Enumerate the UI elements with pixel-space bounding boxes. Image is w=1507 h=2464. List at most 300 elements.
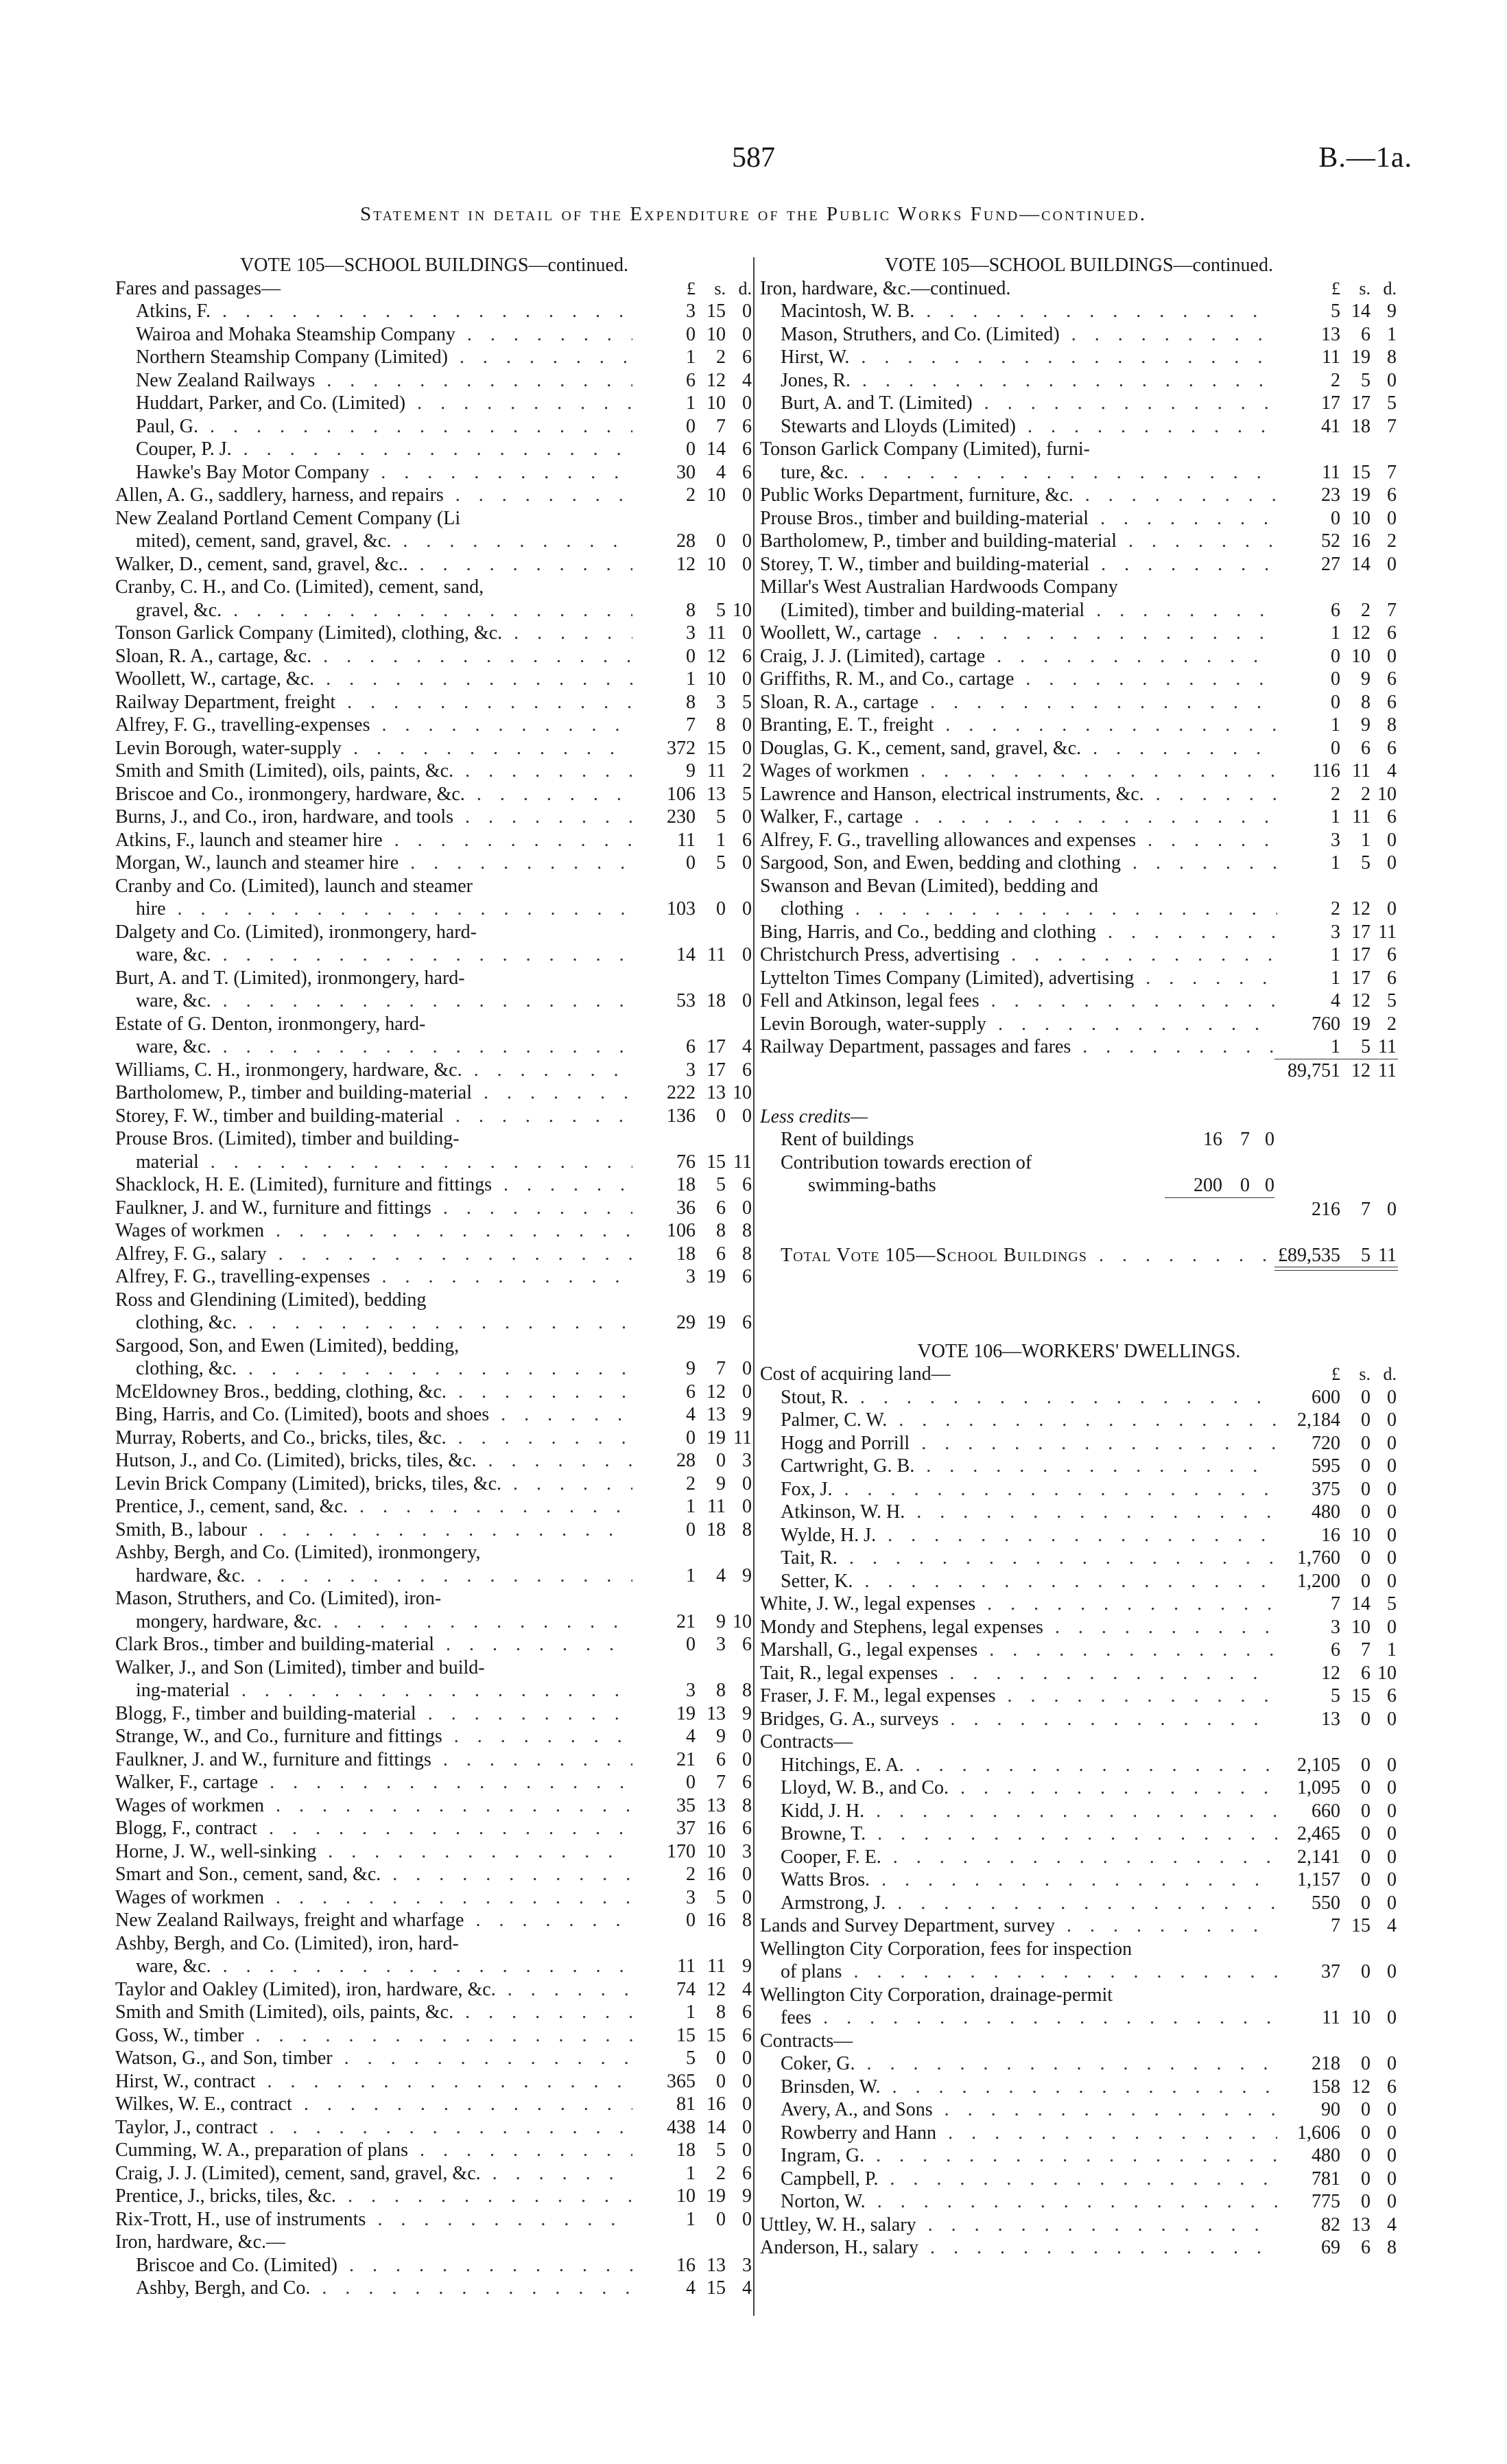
amount-pounds: 3: [686, 622, 696, 644]
ledger-row: [115, 1427, 753, 1450]
amount-pounds: 1: [1331, 714, 1340, 736]
amount-pence: 8: [742, 1518, 752, 1540]
ledger-row: [115, 2208, 753, 2231]
amount-cells: [632, 1518, 753, 1542]
entry-description: Sargood, Son, and Ewen (Limited), bedding,: [115, 1335, 460, 1357]
amount-cells: [632, 1702, 753, 1726]
ledger-row: [760, 346, 1398, 369]
entry-description: Cranby, C. H., and Co. (Limited), cement, sand,: [115, 576, 484, 598]
amount-pence: 8: [1387, 714, 1397, 736]
ledger-row: [115, 1173, 753, 1197]
ledger-row: [115, 943, 753, 967]
amount-pounds: 0: [1331, 737, 1340, 759]
amount-cells: [1277, 2168, 1398, 2191]
amount-pounds: 82: [1321, 2214, 1340, 2236]
amount-pounds: 158: [1312, 2076, 1340, 2098]
credit-shillings: 0: [1240, 1175, 1250, 1196]
ledger-row: [760, 576, 1398, 599]
right-ledger: [760, 277, 1398, 1059]
entry-description: Paul, G. . . .: [115, 415, 632, 438]
entry-description: Atkins, F., launch and steamer hire . . .: [115, 829, 632, 852]
amount-pounds: 27: [1321, 553, 1340, 575]
amount-pounds: 6: [686, 369, 696, 391]
amount-shillings: 13: [707, 1794, 726, 1816]
entry-description: Contracts—: [760, 2030, 853, 2052]
amount-cells: [632, 1219, 753, 1243]
amount-pence: 6: [742, 1266, 752, 1287]
amount-shillings: 0: [1361, 1708, 1370, 1730]
amount-pounds: 230: [667, 806, 696, 828]
vote-total-label: Total Vote 105—School Buildings . . .: [760, 1244, 1277, 1267]
entry-description: Northern Steamship Company (Limited) . . .: [115, 346, 632, 369]
amount-cells: [1277, 1822, 1398, 1846]
amount-pounds: 136: [667, 1105, 696, 1127]
entry-description: Hutson, J., and Co. (Limited), bricks, tiles, &c. . . .: [115, 1449, 632, 1472]
amount-cells: [632, 622, 753, 645]
amount-pence: 0: [1387, 1432, 1397, 1454]
entry-description: clothing, &c. . . .: [115, 1311, 632, 1335]
amount-pence: 5: [1387, 392, 1397, 414]
entry-description: Fox, J. . . .: [760, 1478, 1277, 1501]
entry-description: Alfrey, F. G., travelling allowances and expenses . . .: [760, 829, 1277, 852]
amount-cells: [632, 1105, 753, 1128]
amount-cells: [632, 461, 753, 484]
amount-shillings: 18: [707, 990, 726, 1011]
credit-pence: 0: [1265, 1175, 1274, 1196]
entry-description: Marshall, G., legal expenses . . .: [760, 1639, 1277, 1662]
credit-amount: [1174, 1174, 1277, 1197]
amount-cells: [1277, 323, 1398, 347]
amount-cells: [632, 1886, 753, 1910]
amount-pounds: 375: [1312, 1478, 1340, 1500]
amount-pounds: 720: [1312, 1432, 1340, 1454]
entry-description: Sloan, R. A., cartage, &c. . . .: [115, 645, 632, 668]
amount-pounds: 0: [686, 1427, 696, 1448]
amount-pounds: 69: [1321, 2237, 1340, 2258]
amount-shillings: 0: [1361, 1547, 1370, 1569]
ledger-row: [760, 989, 1398, 1013]
less-credits-label: Less credits—: [760, 1105, 868, 1127]
amount-pence: 0: [742, 622, 752, 644]
amount-pounds: 1: [686, 2002, 696, 2023]
entry-description: Craig, J. J. (Limited), cement, sand, gravel, &c. . . .: [115, 2162, 632, 2185]
amount-pounds: 29: [676, 1312, 696, 1333]
ledger-row: [115, 1587, 753, 1610]
entry-description: New Zealand Railways, freight and wharfage . . .: [115, 1909, 632, 1932]
amount-cells: [1277, 1616, 1398, 1639]
ledger-row: [115, 599, 753, 622]
amount-shillings: 0: [716, 898, 726, 919]
amount-cells: [1277, 1432, 1398, 1455]
amount-shillings: 14: [1351, 553, 1370, 575]
amount-cells: [632, 829, 753, 852]
amount-cells: [632, 1794, 753, 1818]
amount-pence: 6: [742, 1174, 752, 1195]
amount-pence: 6: [1387, 668, 1397, 690]
amount-pence: 2: [1387, 530, 1397, 552]
amount-shillings: 8: [1361, 691, 1370, 713]
entry-description: Wilkes, W. E., contract . . .: [115, 2093, 632, 2116]
amount-pence: 0: [742, 668, 752, 690]
amount-pence: 0: [1387, 2168, 1397, 2190]
amount-cells: [632, 599, 753, 622]
amount-pence: 6: [742, 438, 752, 460]
amount-pounds: 595: [1312, 1455, 1340, 1477]
entry-description: clothing . . .: [760, 897, 1277, 921]
amount-cells: [1277, 1846, 1398, 1869]
amount-shillings: 12: [707, 1381, 726, 1403]
amount-cells: [1277, 1892, 1398, 1915]
entry-description: Sargood, Son, and Ewen, bedding and clothing . . .: [760, 852, 1277, 875]
amount-pence: 8: [742, 1680, 752, 1701]
amount-cells: [1277, 1662, 1398, 1685]
amount-pounds: 3: [1331, 921, 1340, 943]
amount-cells: [632, 392, 753, 415]
amount-pounds: 3: [686, 301, 696, 322]
entry-description: Clark Bros., timber and building-material . . .: [115, 1633, 632, 1656]
amount-pence: 0: [742, 1358, 752, 1379]
ledger-row: [760, 2214, 1398, 2237]
ledger-row: [115, 2093, 753, 2116]
amount-pounds: 30: [676, 461, 696, 483]
amount-cells: [1277, 2190, 1398, 2214]
entry-description: (Limited), timber and building-material . . .: [760, 599, 1277, 622]
amount-pence: 6: [1387, 944, 1397, 965]
amount-pence: 6: [1387, 737, 1397, 759]
amount-pounds: 12: [676, 553, 696, 575]
amount-cells: [632, 1449, 753, 1472]
amount-cells: [1277, 346, 1398, 369]
entry-description: Christchurch Press, advertising . . .: [760, 943, 1277, 967]
entry-description: Cumming, W. A., preparation of plans . . .: [115, 2139, 632, 2162]
amount-pence: 10: [733, 599, 752, 621]
ledger-row: [760, 553, 1398, 576]
credit-amount: [1174, 1128, 1277, 1151]
amount-cells: [1277, 668, 1398, 691]
amount-pence: 3: [742, 1450, 752, 1471]
amount-cells: [632, 2047, 753, 2070]
ledger-row: [115, 484, 753, 507]
amount-cells: [632, 1472, 753, 1496]
entry-description: Rix-Trott, H., use of instruments . . .: [115, 2208, 632, 2231]
entry-description: Wellington City Corporation, fees for inspection: [760, 1938, 1132, 1960]
ledger-row: [115, 1035, 753, 1059]
entry-description: of plans . . .: [760, 1960, 1277, 1984]
amount-shillings: 19: [707, 1312, 726, 1333]
ledger-row: [760, 1868, 1398, 1892]
amount-cells: [1277, 1570, 1398, 1593]
amount-cells: [632, 1357, 753, 1381]
amount-pence: 0: [1387, 2099, 1397, 2120]
entry-description: Prentice, J., cement, sand, &c. . . .: [115, 1495, 632, 1518]
amount-shillings: 5: [1361, 369, 1370, 391]
amount-shillings: 10: [707, 323, 726, 345]
amount-shillings: 0: [1361, 1777, 1370, 1798]
amount-pounds: 2,465: [1297, 1823, 1340, 1844]
amount-shillings: 7: [1361, 1639, 1370, 1661]
entry-description: Lloyd, W. B., and Co. . . .: [760, 1776, 1277, 1800]
amount-cells: [1277, 277, 1398, 301]
amount-shillings: 2: [716, 2162, 726, 2184]
amount-pounds: 36: [676, 1197, 696, 1219]
ledger-row: [760, 967, 1398, 990]
amount-pence: 0: [1387, 1892, 1397, 1914]
amount-cells: [632, 897, 753, 921]
amount-cells: [632, 691, 753, 714]
amount-pounds: 550: [1312, 1892, 1340, 1914]
amount-shillings: 11: [1352, 760, 1370, 782]
amount-pence: 9: [742, 1702, 752, 1724]
amount-pence: 6: [1387, 1685, 1397, 1706]
amount-pounds: 18: [676, 2139, 696, 2161]
entry-description: Walker, F., cartage . . .: [760, 806, 1277, 829]
ledger-row: [115, 2162, 753, 2185]
amount-cells: [1277, 1776, 1398, 1800]
amount-cells: [1277, 530, 1398, 553]
page-reference: B.—1a.: [1318, 142, 1412, 174]
entry-description: Wages of workmen . . .: [115, 1219, 632, 1243]
ledger-row: [115, 2001, 753, 2024]
ledger-row: [115, 346, 753, 369]
ledger-row: [115, 806, 753, 829]
amount-shillings: 5: [1361, 1036, 1370, 1057]
amount-pounds: 438: [667, 2116, 696, 2138]
entry-description: Branting, E. T., freight . . .: [760, 714, 1277, 737]
ledger-row: [115, 2116, 753, 2139]
ledger-header-row: [760, 277, 1398, 301]
amount-pounds: 0: [1331, 691, 1340, 713]
amount-shillings: 19: [1351, 347, 1370, 368]
amount-shillings: 9: [1361, 668, 1370, 690]
amount-pence: 0: [1387, 2191, 1397, 2212]
entry-description: Norton, W. . . .: [760, 2190, 1277, 2214]
amount-pounds: 1,760: [1297, 1547, 1340, 1569]
amount-pounds: 74: [676, 1978, 696, 2000]
amount-shillings: 14: [707, 2116, 726, 2138]
credit-row: [760, 1128, 1398, 1151]
entry-description: New Zealand Railways . . .: [115, 369, 632, 392]
amount-pence: 6: [1387, 2076, 1397, 2098]
amount-pounds: 14: [676, 944, 696, 965]
amount-cells: [1277, 897, 1398, 921]
amount-pence: 8: [742, 1243, 752, 1265]
amount-shillings: 9: [716, 1610, 726, 1632]
ledger-row: [115, 1495, 753, 1518]
ledger-header-row: [115, 277, 753, 301]
amount-pence: 5: [1387, 990, 1397, 1011]
amount-cells: [632, 1311, 753, 1335]
amount-pounds: 116: [1312, 760, 1340, 782]
ledger-row: [115, 967, 753, 990]
entry-description: Fares and passages—: [115, 277, 281, 299]
amount-pence: 2: [1387, 1013, 1397, 1035]
amount-pounds: 16: [1321, 1524, 1340, 1546]
ledger-row: [760, 530, 1398, 553]
entry-description: Briscoe and Co. (Limited) . . .: [115, 2254, 632, 2277]
amount-cells: [1277, 1593, 1398, 1616]
amount-pounds: 0: [686, 438, 696, 460]
amount-pounds: 2,105: [1297, 1754, 1340, 1776]
amount-shillings: 5: [716, 599, 726, 621]
amount-shillings: 0: [716, 2208, 726, 2230]
amount-pounds: 1: [1331, 1036, 1340, 1057]
amount-cells: [632, 277, 753, 301]
amount-shillings: 13: [707, 1082, 726, 1103]
amount-cells: [632, 2116, 753, 2139]
entry-description: gravel, &c. . . .: [115, 599, 632, 622]
entry-description: Watts Bros. . . .: [760, 1868, 1277, 1892]
amount-cells: [632, 1679, 753, 1702]
amount-cells: [632, 668, 753, 691]
ledger-row: [760, 392, 1398, 415]
amount-pounds: 0: [1331, 645, 1340, 667]
amount-pounds: £: [687, 278, 696, 298]
amount-shillings: 0: [1361, 2191, 1370, 2212]
amount-pence: 0: [1387, 852, 1397, 873]
amount-cells: [1277, 989, 1398, 1013]
amount-shillings: 0: [1361, 2168, 1370, 2190]
entry-description: Watson, G., and Son, timber . . .: [115, 2047, 632, 2070]
amount-pounds: 1,200: [1297, 1570, 1340, 1592]
entry-description: Cooper, F. E. . . .: [760, 1846, 1277, 1869]
amount-pounds: 11: [1322, 2007, 1340, 2028]
entry-description: ware, &c. . . .: [115, 1035, 632, 1059]
amount-pounds: 5: [686, 2048, 696, 2069]
amount-cells: [1277, 783, 1398, 806]
entry-description: Lands and Survey Department, survey . . .: [760, 1914, 1277, 1938]
amount-pence: 11: [1378, 1036, 1397, 1057]
amount-cells: [632, 1151, 753, 1174]
amount-pence: 5: [742, 783, 752, 805]
ledger-row: [760, 1685, 1398, 1708]
entry-description: Shacklock, H. E. (Limited), furniture and fittings . . .: [115, 1173, 632, 1197]
amount-shillings: 0: [1361, 1455, 1370, 1477]
ledger-row: [115, 2024, 753, 2048]
amount-cells: [1277, 691, 1398, 714]
entry-description: hardware, &c. . . .: [115, 1564, 632, 1588]
amount-pounds: 35: [676, 1794, 696, 1816]
entry-description: Walker, D., cement, sand, gravel, &c.. . . .: [115, 553, 632, 576]
entry-description: ware, &c. . . .: [115, 1955, 632, 1978]
amount-pounds: 0: [686, 323, 696, 345]
ledger-row: [115, 1679, 753, 1702]
entry-description: Wages of workmen . . .: [115, 1886, 632, 1910]
credits-total-pounds: 216: [1312, 1198, 1340, 1220]
amount-shillings: 18: [1351, 415, 1370, 437]
amount-cells: [632, 1197, 753, 1220]
entry-description: Tait, R. . . .: [760, 1547, 1277, 1570]
entry-description: Ingram, G. . . .: [760, 2144, 1277, 2168]
ledger-row: [115, 1817, 753, 1840]
amount-pounds: 480: [1312, 1501, 1340, 1523]
amount-cells: [632, 1381, 753, 1404]
amount-pounds: 6: [686, 1381, 696, 1403]
ledger-row: [115, 1794, 753, 1818]
amount-shillings: 5: [716, 1174, 726, 1195]
amount-pence: 4: [742, 2277, 752, 2299]
amount-cells: [632, 1771, 753, 1794]
amount-cells: [1277, 507, 1398, 530]
credit-row: [760, 1151, 1398, 1175]
amount-shillings: 1: [1361, 829, 1370, 851]
entry-description: Stewarts and Lloyds (Limited) . . .: [760, 415, 1277, 438]
amount-cells: [1277, 1868, 1398, 1892]
amount-pounds: 600: [1312, 1386, 1340, 1408]
entry-description: Williams, C. H., ironmongery, hardware, &c. . . .: [115, 1059, 632, 1082]
entry-description: mongery, hardware, &c. . . .: [115, 1610, 632, 1634]
entry-description: Setter, K. . . .: [760, 1570, 1277, 1593]
credit-pounds: 200: [1194, 1175, 1222, 1196]
ledger-row: [760, 1846, 1398, 1869]
amount-pence: 9: [742, 1564, 752, 1586]
amount-shillings: 5: [716, 806, 726, 828]
amount-shillings: 11: [707, 760, 726, 782]
amount-shillings: 10: [707, 392, 726, 414]
amount-pounds: 6: [686, 1036, 696, 1057]
ledger-row: [115, 875, 753, 898]
amount-shillings: 17: [707, 1036, 726, 1057]
amount-shillings: 12: [1351, 2076, 1370, 2098]
amount-pence: 0: [1387, 1846, 1397, 1868]
amount-pounds: 1: [1331, 967, 1340, 989]
amount-cells: [632, 943, 753, 967]
ledger-row: [760, 1409, 1398, 1432]
ledger-row: [115, 897, 753, 921]
entry-description: Lawrence and Hanson, electrical instruments, &c. . . .: [760, 783, 1277, 806]
amount-shillings: 18: [707, 1518, 726, 1540]
amount-pounds: 2: [686, 1472, 696, 1494]
amount-pence: 9: [742, 1956, 752, 1977]
amount-pounds: 8: [686, 691, 696, 713]
amount-shillings: 6: [1361, 323, 1370, 345]
credit-shillings: 7: [1240, 1129, 1250, 1150]
entry-description: Wages of workmen . . .: [115, 1794, 632, 1818]
amount-shillings: 9: [716, 1726, 726, 1747]
amount-pounds: 1,157: [1297, 1869, 1340, 1890]
amount-cells: [1277, 1013, 1398, 1036]
ledger-row: [760, 2076, 1398, 2099]
amount-shillings: 0: [1361, 1570, 1370, 1592]
amount-pence: 0: [742, 530, 752, 552]
entry-description: Brinsden, W. . . .: [760, 2076, 1277, 2099]
ledger-row: [760, 783, 1398, 806]
entry-description: Douglas, G. K., cement, sand, gravel, &c. . . .: [760, 737, 1277, 760]
amount-pence: 0: [1387, 1754, 1397, 1776]
amount-pence: 4: [742, 1036, 752, 1057]
amount-cells: [1277, 415, 1398, 438]
amount-cells: [1277, 622, 1398, 645]
amount-cells: [632, 2139, 753, 2162]
amount-pence: d.: [1383, 278, 1397, 298]
amount-cells: [1277, 1639, 1398, 1662]
amount-cells: [1277, 1035, 1398, 1059]
amount-pence: 0: [742, 2139, 752, 2161]
amount-pounds: 1: [686, 347, 696, 368]
vote-106-ledger: [760, 1363, 1398, 2260]
entry-description: Couper, P. J. . . .: [115, 438, 632, 461]
ledger-row: [760, 875, 1398, 898]
ledger-row: [760, 1914, 1398, 1938]
ledger-row: [760, 2168, 1398, 2191]
amount-pounds: 16: [676, 2254, 696, 2276]
amount-shillings: 17: [1351, 967, 1370, 989]
entry-description: Fraser, J. F. M., legal expenses . . .: [760, 1685, 1277, 1708]
entry-description: Faulkner, J. and W., furniture and fittings . . .: [115, 1197, 632, 1220]
entry-description: Bridges, G. A., surveys . . .: [760, 1708, 1277, 1731]
amount-pounds: 1: [1331, 622, 1340, 644]
amount-pounds: 15: [676, 2024, 696, 2046]
amount-pence: 6: [742, 347, 752, 368]
